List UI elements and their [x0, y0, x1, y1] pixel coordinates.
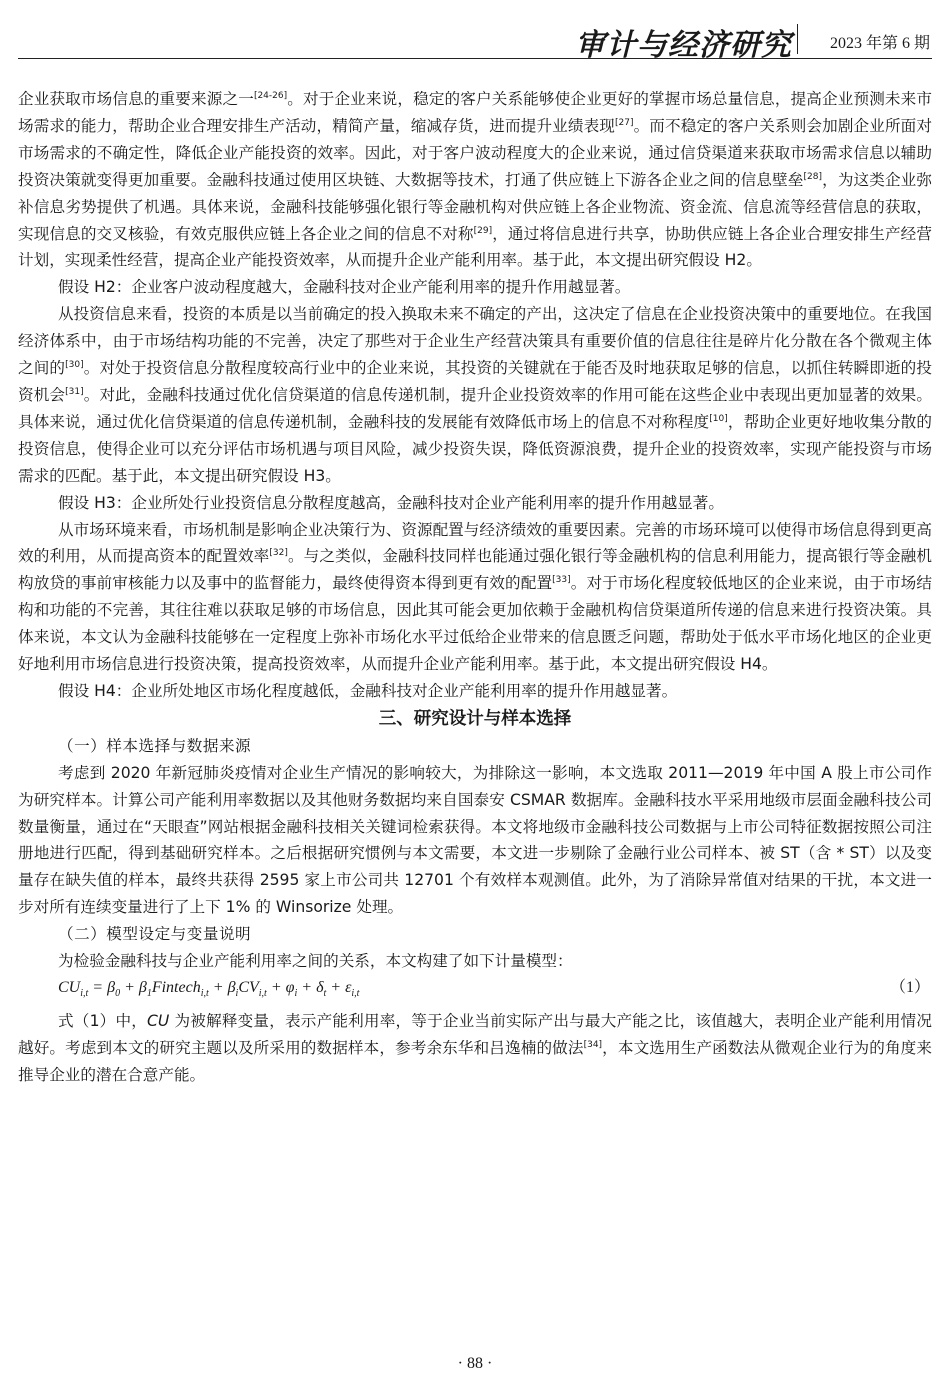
- citation: [28]: [803, 171, 822, 182]
- citation: [30]: [65, 360, 84, 371]
- citation: [33]: [552, 575, 571, 586]
- citation: [27]: [615, 117, 634, 128]
- hypothesis-h2: 假设 H2：企业客户波动程度越大，金融科技对企业产能利用率的提升作用越显著。: [58, 278, 631, 297]
- paragraph: 企业获取市场信息的重要来源之一[24-26]。对于企业来说，稳定的客户关系能够使企业更好的掌握市场总量信息，提高企业预测未来市场需求的能力，帮助企业合理安排生产活动，精简产量，缩减存货，进而提升业绩表现[27]。而不稳定的客户关系则会加剧企业所面对市场需求的不确定性，降低企业产能投资的效率。因此，对于客户波动程度大的企业来说，通过信贷渠道来获取市场需求信息以辅助投资决策就变得更加重要。金融科技通过使用区块链、大数据等技术，打通了供应链上下游各企业之间的信息壁垒[28]，为这类企业弥补信息劣势提供了机遇。具体来说，金融科技能够强化银行等金融机构对供应链上各企业物流、资金流、信息流等经营信息的获取，实现信息的交叉核验，有效克服供应链上各企业之间的信息不对称[29]，通过将信息进行共享，协助供应链上各企业合理安排生产经营计划，实现柔性经营，提高企业产能投资效率，从而提升企业产能利用率。基于此，本文提出研究假设 H2。: [18, 90, 932, 270]
- page-header: [18, 18, 932, 63]
- paragraph: 式（1）中，CU 为被解释变量，表示产能利用率，等于企业当前实际产出与最大产能之比，该值越大，表明企业产能利用情况越好。考虑到本文的研究主题以及所采用的数据样本，参考余东华和吕逸楠的做法[34]，本文选用生产函数法从微观企业行为的角度来推导企业的潜在合意产能。: [18, 1011, 932, 1084]
- paragraph: 从投资信息来看，投资的本质是以当前确定的投入换取未来不确定的产出，这决定了信息在企业投资决策中的重要地位。在我国经济体系中，由于市场结构功能的不完善，决定了那些对于企业生产经营决策具有重要价值的信息往往是碎片化分散在各个微观主体之间的[30]。对处于投资信息分散程度较高行业中的企业来说，其投资的关键就在于能否及时地获取足够的信息，以抓住转瞬即逝的投资机会[31]。对此，金融科技通过优化信贷渠道的信息传递机制，提升企业投资效率的作用可能在这些企业中表现出更加显著的效果。具体来说，通过优化信贷渠道的信息传递机制，金融科技的发展能有效降低市场上的信息不对称程度[10]，帮助企业更好地收集分散的投资信息，使得企业可以充分评估市场机遇与项目风险，减少投资失误，降低资源浪费，提升企业的投资效率，实现产能投资与市场需求的匹配。基于此，本文提出研究假设 H3。: [18, 305, 932, 485]
- citation: [29]: [473, 225, 493, 236]
- article-body: [18, 86, 932, 1089]
- citation: [24-26]: [253, 91, 288, 101]
- equation-1: $CU_{i,t} = \beta_0$ + $\beta_1Fintech_{i,t} + \beta_iCV_{i,t} + \varphi_i + \delta_t + \varepsilon_{i,t}$ （1）: [18, 975, 932, 1008]
- journal-title: 审计与经济研究: [575, 28, 792, 63]
- subsection-heading: （一）样本选择与数据来源: [58, 736, 252, 755]
- hypothesis-h4: 假设 H4：企业所处地区市场化程度越低，金融科技对企业产能利用率的提升作用越显著。: [58, 681, 678, 700]
- hypothesis-h3: 假设 H3：企业所处行业投资信息分散程度越高，金融科技对企业产能利用率的提升作用越显著。: [58, 493, 724, 512]
- paragraph: 考虑到 2020 年新冠肺炎疫情对企业生产情况的影响较大，为排除这一影响，本文选取 2011—2019 年中国 A 股上市公司作为研究样本。计算公司产能利用率数据以及其他财务数据均来自国泰安 CSMAR 数据库。金融科技水平采用地级市层面金融科技公司数量衡量，通过在“天眼查”网站根据金融科技相关关键词检索获得。本文将地级市金融科技公司数据与上市公司特征数据按照公司注册地进行匹配，得到基础研究样本。之后根据研究惯例与本文需要，本文进一步剔除了金融行业公司样本、被 ST（含 * ST）以及变量存在缺失值的样本，最终共获得 2595 家上市公司共 12701 个有效样本观测值。此外，为了消除异常值对结果的干扰，本文进一步对所有连续变量进行了上下 1% 的 Winsorize 处理。: [18, 763, 932, 917]
- equation-number: （1）: [889, 979, 930, 996]
- paragraph: 从市场环境来看，市场机制是影响企业决策行为、资源配置与经济绩效的重要因素。完善的市场环境可以使得市场信息得到更高效的利用，从而提高资本的配置效率[32]。与之类似，金融科技同样也能通过强化银行等金融机构的信息利用能力，提高银行等金融机构放贷的事前审核能力以及事中的监督能力，最终使得资本得到更有效的配置[33]。对于市场化程度较低地区的企业来说，由于市场结构和功能的不完善，其往往难以获取足够的市场信息，因此其可能会更加依赖于金融机构信贷渠道所传递的信息来进行投资决策。具体来说，本文认为金融科技能够在一定程度上弥补市场化水平过低给企业带来的信息匮乏问题，帮助处于低水平市场化地区的企业更好地利用市场信息进行投资决策，提高投资效率，从而提升企业产能利用率。基于此，本文提出研究假设 H4。: [18, 520, 932, 674]
- subsection-heading: （二）模型设定与变量说明: [58, 925, 252, 944]
- paragraph: 为检验金融科技与企业产能利用率之间的关系，本文构建了如下计量模型：: [58, 952, 573, 971]
- citation: [32]: [269, 548, 288, 559]
- issue-label: 2023 年第 6 期: [829, 35, 930, 52]
- page-number: · 88 ·: [457, 1355, 493, 1372]
- citation: [34]: [583, 1039, 603, 1050]
- section-heading: 三、研究设计与样本选择: [378, 708, 572, 729]
- citation: [31]: [65, 386, 84, 397]
- header-divider: [797, 24, 798, 54]
- citation: [10]: [709, 413, 728, 424]
